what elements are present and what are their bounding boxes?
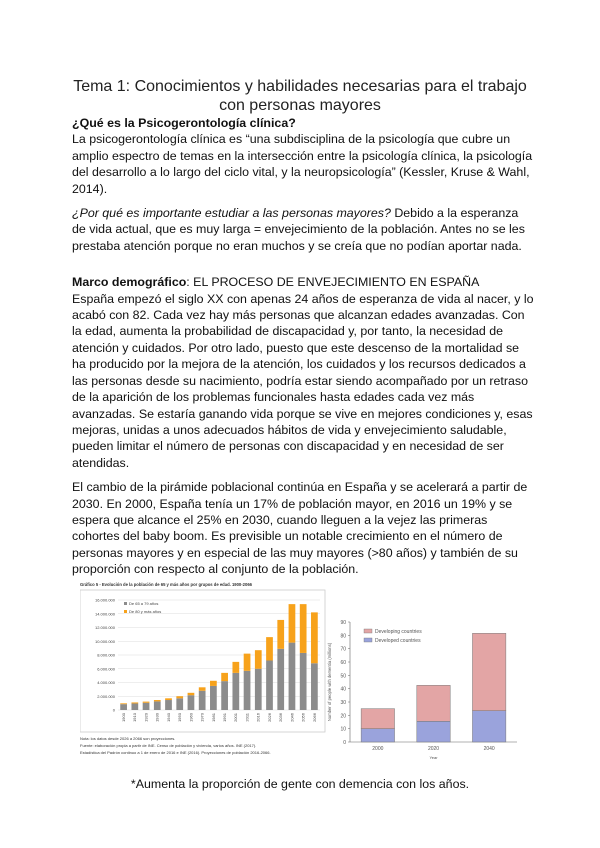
bar-80-plus [300, 604, 307, 653]
bar-65-79 [244, 670, 251, 709]
y-tick-label: 8.000.000 [97, 652, 115, 658]
chart-note: Nota: los datos desde 2026 a 2066 son proyecciones. [80, 735, 176, 741]
bar-65-79 [266, 660, 273, 710]
importance-paragraph [72, 205, 534, 254]
bar-65-79 [221, 681, 228, 710]
bar-80-plus [289, 604, 296, 643]
y-tick-label: 4.000.000 [97, 679, 115, 685]
bar-80-plus [244, 653, 251, 670]
dementia-bar-chart [322, 614, 522, 766]
x-axis-label: Year [429, 754, 438, 760]
population-bar-chart [80, 580, 330, 774]
y-tick-label: 20 [340, 712, 346, 719]
bar-65-79 [232, 672, 239, 709]
y-tick-label: 2.000.000 [97, 693, 115, 699]
x-tick-label: 1930 [154, 712, 160, 722]
bar-65-79 [289, 642, 296, 709]
x-tick-label: 1940 [165, 712, 171, 722]
bar-65-79 [255, 668, 262, 709]
x-tick-label: 2036 [278, 712, 284, 722]
x-tick-label: 1900 [121, 712, 127, 722]
y-tick-label: 14.000.000 [94, 610, 115, 616]
y-tick-label: 16.000.000 [94, 597, 115, 603]
legend-label: Developing countries [375, 628, 422, 635]
bar-80-plus [165, 698, 172, 700]
bar-developing [361, 708, 394, 728]
chart-frame [80, 590, 325, 732]
legend-label: De 65 a 79 años [129, 600, 159, 606]
legend-swatch [364, 629, 372, 633]
x-tick-label: 1981 [210, 712, 216, 722]
bar-80-plus [143, 701, 150, 702]
legend-swatch [124, 602, 127, 605]
x-tick-label: 2056 [300, 712, 306, 722]
bar-80-plus [120, 703, 127, 704]
chart-title: Gráfico 5 - Evolución de la población de 65 y más años por grupos de edad. 1900-2066 [80, 581, 252, 587]
bar-developed [361, 728, 394, 741]
demographic-heading-rest: : EL PROCESO DE ENVEJECIMIENTO EN ESPAÑA [186, 275, 480, 290]
legend-swatch [364, 638, 372, 642]
bar-80-plus [154, 700, 161, 701]
page-title: Tema 1: Conocimientos y habilidades necesarias para el trabajo con personas mayores [73, 78, 527, 114]
bar-developed [417, 721, 450, 742]
y-axis-label: Number of people with dementia (millions) [327, 642, 332, 721]
importance-answer: Debido a la esperanza de vida actual, que es muy larga = envejecimiento de la población. Antes no se les prestaba atención porque no eran muchos y se creía que no podían aportar nada. [72, 206, 525, 253]
legend-label: Developed countries [375, 637, 421, 644]
chart-source: Fuente: elaboración propia a partir de INE. Censo de población y vivienda, varios años. INE (2017). [80, 742, 257, 748]
chart-caption: *Aumenta la proporción de gente con demencia con los años. [130, 776, 470, 791]
bar-65-79 [277, 648, 284, 709]
demographic-heading-bold: Marco demográfico [72, 275, 187, 290]
bar-80-plus [277, 620, 284, 649]
bar-80-plus [210, 680, 217, 685]
bar-developing [417, 685, 450, 721]
bar-80-plus [232, 661, 239, 672]
bar-65-79 [143, 702, 150, 709]
bar-80-plus [266, 637, 273, 660]
y-tick-label: 70 [340, 646, 346, 653]
y-tick-label: 12.000.000 [94, 624, 115, 630]
x-tick-label: 2016 [255, 712, 261, 722]
x-tick-label: 2046 [289, 712, 295, 722]
bar-65-79 [300, 653, 307, 710]
x-tick-label: 2011 [244, 712, 250, 722]
x-tick-label: 1920 [143, 712, 149, 722]
y-tick-label: 0 [343, 739, 346, 746]
demographic-heading [72, 274, 534, 290]
bar-80-plus [176, 696, 183, 698]
bar-65-79 [120, 704, 127, 710]
bar-65-79 [311, 663, 318, 710]
importance-question: ¿Por qué es importante estudiar a las personas mayores? [72, 206, 391, 221]
x-tick-label: 1910 [132, 712, 138, 722]
x-tick-label: 2000 [372, 745, 384, 752]
bar-developing [472, 633, 505, 710]
x-tick-label: 1970 [199, 712, 205, 722]
bar-65-79 [199, 690, 206, 709]
x-tick-label: 1950 [177, 712, 183, 722]
x-tick-label: 2020 [427, 745, 440, 752]
bar-80-plus [311, 612, 318, 663]
bar-80-plus [255, 650, 262, 669]
charts-row [0, 580, 600, 776]
y-tick-label: 6.000.000 [97, 665, 115, 671]
y-tick-label: 60 [340, 659, 346, 666]
legend-label: De 80 y más años [129, 608, 162, 614]
bar-80-plus [199, 687, 206, 690]
x-tick-label: 2026 [266, 712, 272, 722]
bar-80-plus [221, 672, 228, 680]
x-tick-label: 2040 [483, 745, 495, 752]
bar-65-79 [131, 703, 138, 710]
document-flow [0, 77, 600, 792]
bar-65-79 [188, 695, 195, 710]
bar-65-79 [210, 686, 217, 710]
bar-80-plus [131, 702, 138, 703]
x-tick-label: 2001 [233, 712, 239, 722]
bar-developed [472, 710, 505, 741]
demographic-paragraph-1: España empezó el siglo XX con apenas 24 años de esperanza de vida al nacer, y lo acabó con 82. Cada vez hay más personas que alcanzan edades avanzadas. Con la edad, aumenta la probabilidad de discapacidad y, por tanto, la necesidad de atención y cuidados. Por otro lado, puesto que este descenso de la mortalidad se ha producido por la mejora de la atención, los cuidados y los recursos dedicados a las personas desde su nacimiento, podría estar siendo acompañado por un retraso de la aparición de los problemas funcionales hasta edades cada vez más avanzadas. Se estaría ganando vida porque se vive en mejores condiciones y, esas mejoras, unidas a unos adecuados hábitos de vida y envejecimiento saludable, pueden limitar el número de personas con discapacidad y en necesidad de ser atendidas. [72, 291, 534, 470]
x-tick-label: 2066 [311, 712, 317, 722]
y-tick-label: 80 [340, 632, 346, 639]
y-tick-label: 50 [340, 672, 346, 679]
section-heading-psicogerontologia: ¿Qué es la Psicogerontología clínica? [72, 116, 296, 130]
y-tick-label: 10 [340, 726, 346, 733]
x-tick-label: 1991 [222, 712, 228, 722]
y-tick-label: 40 [340, 686, 346, 693]
demographic-paragraph-2: El cambio de la pirámide poblacional continúa en España y se acelerará a partir de 2030. En 2000, España tenía un 17% de población mayor, en 2016 un 19% y se espera que alcance el 25% en 2030, cuando lleguen a la vejez las primeras cohortes del baby boom. Es previsible un notable crecimiento en el número de personas mayores y en especial de las muy mayores (>80 años) y también de su proporción con respecto al conjunto de la población. [72, 480, 528, 577]
y-tick-label: 10.000.000 [94, 638, 115, 644]
y-tick-label: 90 [340, 619, 346, 626]
bar-65-79 [176, 698, 183, 710]
y-tick-label: 0 [112, 707, 115, 713]
definition-paragraph: La psicogerontología clínica es “una subdisciplina de la psicología que cubre un amplio espectro de temas en la intersección entre la psicología clínica, la psicología del desarrollo a lo largo del ciclo vital, y la neuropsicología” (Kessler, Kruse & Wahl, 2014). [72, 132, 533, 196]
x-tick-label: 1960 [188, 712, 194, 722]
chart-source-cont: Estadística del Padrón continuo a 1 de enero de 2016 e INE (2016). Proyecciones de población 2016-2066. [80, 749, 271, 755]
bar-80-plus [188, 692, 195, 694]
y-tick-label: 30 [340, 699, 346, 706]
bar-65-79 [154, 701, 161, 710]
bar-65-79 [165, 700, 172, 710]
legend-swatch [124, 610, 127, 613]
